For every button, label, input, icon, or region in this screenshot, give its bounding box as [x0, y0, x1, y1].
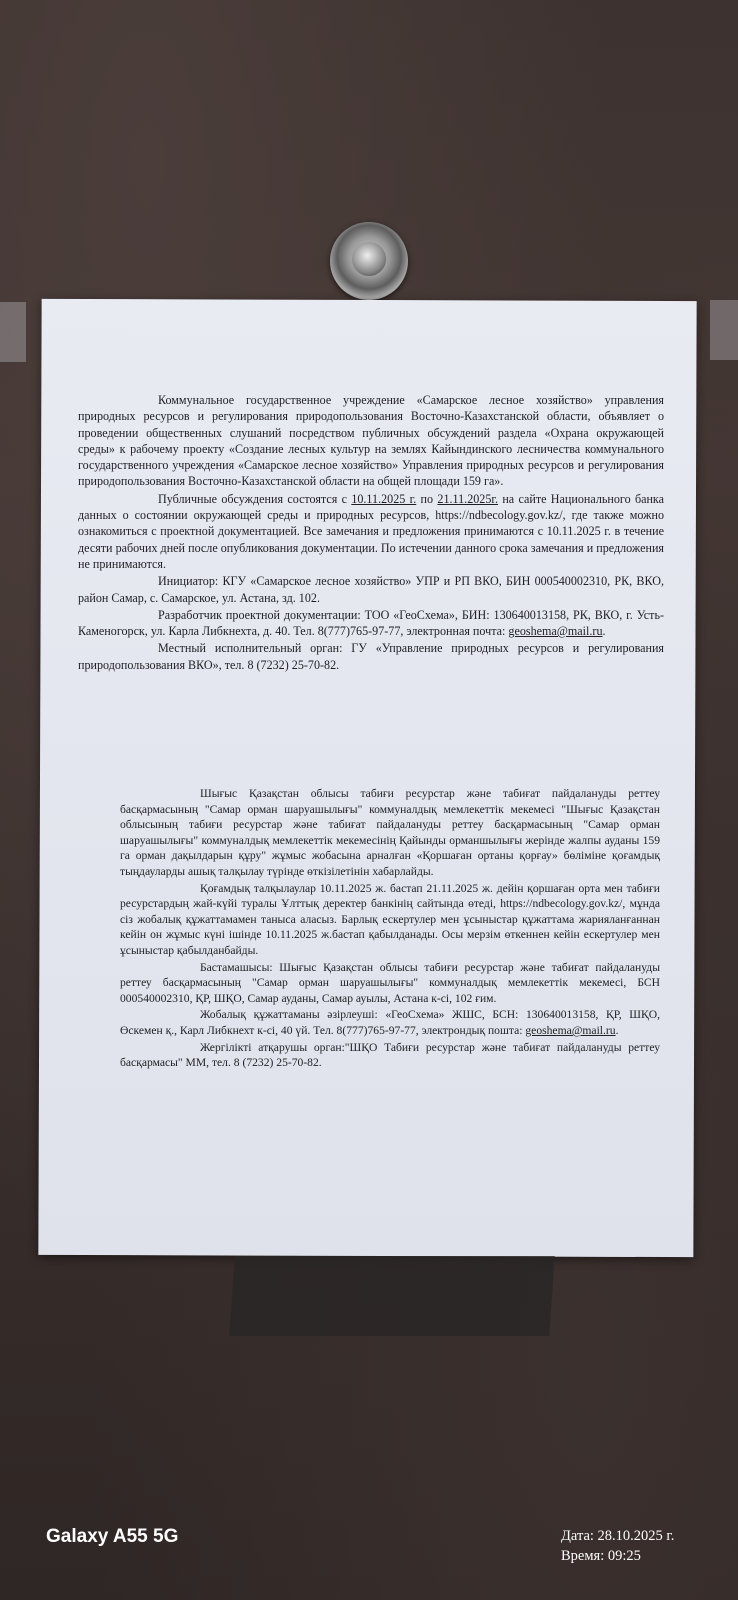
kz-developer-end: . — [615, 1023, 619, 1037]
door-peephole — [330, 222, 408, 300]
kz-paragraph-intro: Шығыс Қазақстан облысы табиғи ресурстар және табиғат пайдалануды реттеу басқармасының "Самар орман шаруашылығы" коммуналдық мемлекеттік мекемесі "Шығыс Қазақстан облысының табиғи ресурстар және табиғат пайдалануды реттеу басқармасының "Самар орман шаруашылығы" коммуналдық мемлекеттік мекемесінің Қайынды орманшылығы жерінде жалпы ауданы 159 га орман дақылдарын құру" жұмыс жобасына арналған «Қоршаған ортаны қорғау» бөліміне қоғамдық тыңдауларды ашық талқылау түрінде өткізілетінін хабарлайды. — [120, 787, 660, 878]
ru-start-date: 10.11.2025 г. — [351, 491, 417, 506]
kz-developer-email[interactable]: geoshema@mail.ru — [525, 1023, 616, 1037]
ru-paragraph-intro: Коммунальное государственное учреждение «Самарское лесное хозяйство» управления природных ресурсов и регулирования природопользования Восточно-Казахстанской области, объявляет о проведении общественных слушаний посредством публичных обсуждений раздела «Охрана окружающей среды» к рабочему проекту «Создание лесных культур на землях Кайындинского лесничества коммунального государственного учреждения «Самарское лесное хозяйство» Управления природных ресурсов и регулирования природопользования Восточно-Казахстанской области на общей площади 159 га». — [78, 393, 664, 489]
tape-right — [710, 300, 738, 360]
kz-paragraph-developer — [120, 1007, 660, 1038]
kz-paragraph-dates: Қоғамдық талқылаулар 10.11.2025 ж. бастап 21.11.2025 ж. дейін қоршаған орта мен табиғи ресурстардың жай-күйі туралы Ұлттық деректер банкінің сайтында өтеді, https://ndbecology.gov.kz/, мұнда сіз жобалық құжаттамамен таныса аласыз. Барлық ескертулер мен ұсыныстар құжаттама жарияланғаннан кейін он жұмыс күні ішінде 10.11.2025 ж.бастап қабылданады. Осы мерзім өткеннен кейін ескертулер мен ұсыныстар қабылданбайды. — [120, 881, 660, 957]
ru-paragraph-developer — [78, 607, 664, 640]
ru-paragraph-authority: Местный исполнительный орган: ГУ «Управление природных ресурсов и регулирования природопользования ВКО», тел. 8 (7232) 25-70-82. — [78, 641, 664, 672]
kz-developer-text: Жобалық құжаттаманы әзірлеуші: «ГеоСхема» ЖШС, БСН: 130640013158, ҚР, ШҚО, Өскемен қ., Карл Либкнехт к-сі, 40 үй. Тел. 8(777)765-97-77, электрондық пошта: — [120, 1008, 660, 1037]
tape-bottom — [229, 1256, 555, 1336]
camera-time: Время: 09:25 — [561, 1548, 641, 1564]
camera-date: Дата: 28.10.2025 г. — [561, 1528, 675, 1544]
tape-left — [0, 302, 26, 362]
ru-paragraph-dates — [78, 491, 664, 572]
camera-model-watermark: Galaxy A55 5G — [46, 1526, 179, 1547]
ru-developer-email[interactable]: geoshema@mail.ru — [508, 624, 603, 639]
ru-developer-text: Разработчик проектной документации: ТОО «ГеоСхема», БИН: 130640013158, РК, ВКО, г. Усть-Каменогорск, ул. Карла Либкнехта, д. 40. Тел. 8(777)765-97-77, электронная почта: — [78, 607, 664, 639]
ru-end-date: 21.11.2025г. — [437, 491, 498, 506]
kz-paragraph-authority: Жергілікті атқарушы орган:"ШҚО Табиғи ресурстар және табиғат пайдалануды реттеу басқармасы" ММ, тел. 8 (7232) 25-70-82. — [120, 1040, 660, 1070]
ru-developer-end: . — [602, 624, 606, 639]
kz-paragraph-initiator: Бастамашысы: Шығыс Қазақстан облысы табиғи ресурстар және табиғат пайдалануды реттеу басқармасының "Самар орман шаруашылығы" коммуналдық мемлекеттік мекемесі, БСН 000540002310, ҚР, ШҚО, Самар ауданы, Самар ауылы, Астана к-сі, 102 ғим. — [120, 960, 660, 1005]
ru-dates-prefix: Публичные обсуждения состоятся с — [158, 491, 352, 506]
ru-dates-joiner: по — [416, 491, 438, 506]
camera-datetime-stamp — [561, 1526, 674, 1566]
notice-russian — [78, 392, 664, 673]
peephole-lens — [352, 242, 386, 276]
notice-kazakh — [120, 786, 660, 1071]
ru-dates-rest: на сайте Национального банка данных о состоянии окружающей среды и природных ресурсов, https://ndbecology.gov.kz/, где также можно ознакомиться с проектной документацией. Все замечания и предложения принимаются с 10.11.2025 г. в течение десяти рабочих дней после опубликования документации. По истечении данного срока замечания и предложения не принимаются. — [78, 491, 664, 571]
ru-paragraph-initiator: Инициатор: КГУ «Самарское лесное хозяйство» УПР и РП ВКО, БИН 000540002310, РК, ВКО, район Самар, с. Самарское, ул. Астана, зд. 102. — [78, 574, 664, 605]
